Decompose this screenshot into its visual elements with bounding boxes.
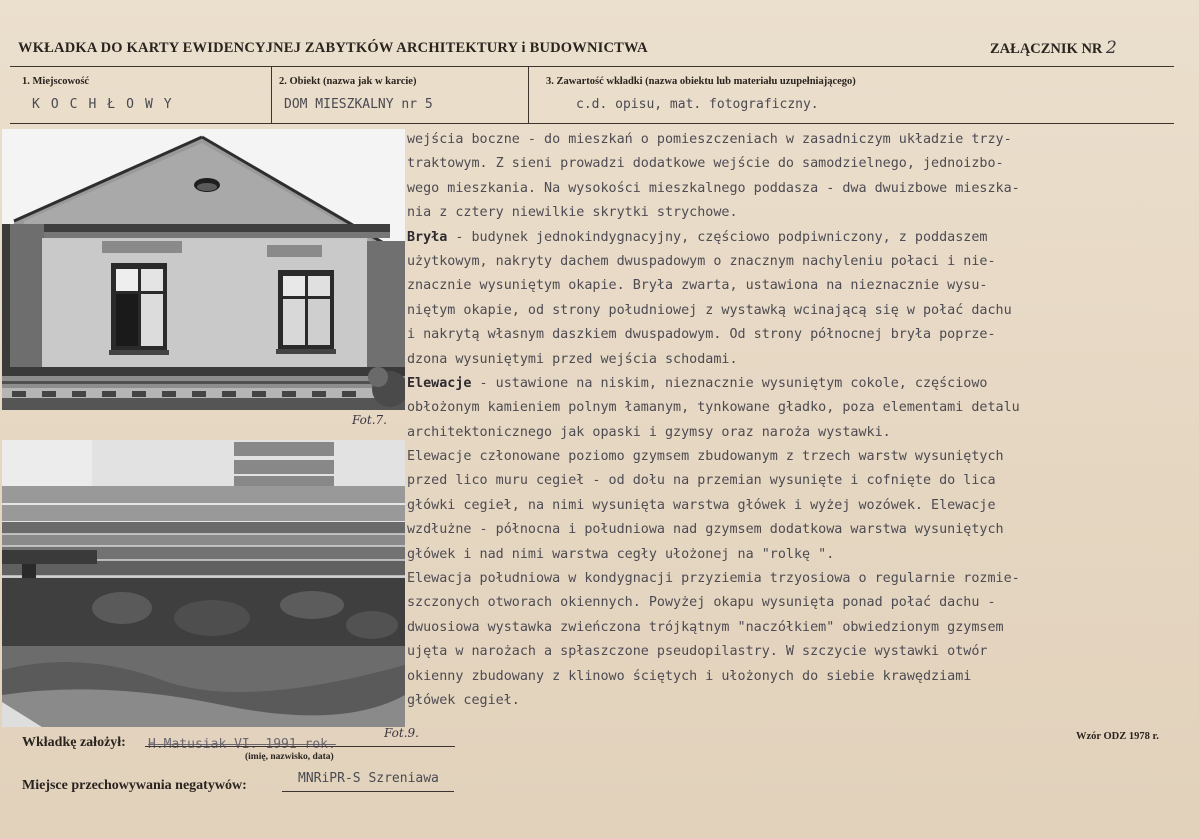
storage-underline — [282, 791, 454, 792]
description-line: traktowym. Z sieni prowadzi dodatkowe wejście do samodzielnego, jednoizbo- — [407, 156, 1004, 172]
description-line: dwuosiowa wystawka zwieńczona trójkątnym "naczółkiem" obwiedzionym gzymsem — [407, 619, 1004, 635]
attachment-label: ZAŁĄCZNIK NR — [990, 41, 1103, 57]
description-line: znacznie wysuniętym okapie. Bryła zwarta, ustawiona na nieznacznie wysu- — [407, 278, 988, 294]
description-line: Bryła - budynek jednokindygnacyjny, częściowo podpiwniczony, z poddaszem — [407, 229, 988, 245]
description-line: użytkowym, nakryty dachem dwuspadowym o znacznym nachyleniu połaci i nie- — [407, 253, 996, 269]
attachment-number-handwritten: 2 — [1106, 38, 1117, 58]
author-underline — [145, 746, 455, 747]
description-line: Elewacje - ustawione na niskim, nieznacznie wysuniętym cokole, częściowo — [407, 375, 988, 391]
description-line: ujęta w narożach a spłaszczone pseudopilastry. W szczycie wystawki otwór — [407, 644, 988, 660]
storage-value: MNRiPR-S Szreniawa — [298, 771, 439, 786]
description-line: wego mieszkania. Na wysokości mieszkalnego poddasza - dwa dwuizbowe mieszka- — [407, 180, 1020, 196]
description-line: szczonych otworach okiennych. Powyżej okapu wysunięta ponad połać dachu - — [407, 595, 996, 611]
description-line: Elewacja południowa w kondygnacji przyziemia trzyosiowa o regularnie rozmie- — [407, 571, 1020, 587]
description-text — [407, 128, 1179, 713]
description-line: i nakrytą własnym daszkiem dwuspadowym. Od strony północnej bryła poprze- — [407, 327, 996, 343]
description-line: główek i nad nimi warstwa cegły ułożonej na "rolkę ". — [407, 546, 835, 562]
author-hint: (imię, nazwisko, data) — [245, 752, 334, 762]
description-line: okienny zbudowany z klinowo ściętych i ułożonych do siebie krawędziami — [407, 668, 972, 684]
header-rule-bottom — [10, 123, 1174, 124]
author-value: H.Matusiak VI. 1991 rok. — [148, 737, 336, 752]
card-title: WKŁADKA DO KARTY EWIDENCYJNEJ ZABYTKÓW ARCHITEKTURY i BUDOWNICTWA — [18, 40, 648, 56]
description-line: niętym okapie, od strony południowej z wystawką wcinającą się w połać dachu — [407, 302, 1012, 318]
field-contents-value: c.d. opisu, mat. fotograficzny. — [576, 97, 819, 112]
photo-gable-image — [2, 129, 405, 410]
photo-gable-caption: Fot.7. — [352, 413, 387, 427]
field-locality-label: 1. Miejscowość — [22, 76, 90, 87]
photo-brick-base — [2, 440, 405, 727]
header-rule-top — [10, 66, 1174, 67]
description-line: przed lico muru cegieł - od dołu na przemian wysunięte i cofnięte do lica — [407, 473, 996, 489]
field-locality-value: KOCHŁOWY — [32, 97, 183, 112]
storage-label: Miejsce przechowywania negatywów: — [22, 778, 247, 793]
description-line: nia z cztery niewilkie skrytki strychowe. — [407, 205, 738, 221]
field-object-label: 2. Obiekt (nazwa jak w karcie) — [279, 76, 417, 87]
field-contents-label: 3. Zawartość wkładki (nazwa obiektu lub materiału uzupełniającego) — [546, 76, 856, 87]
photo-brick-caption: Fot.9. — [384, 726, 419, 740]
description-line: obłożonym kamieniem polnym łamanym, tynkowane gładko, poza elementami detalu — [407, 400, 1020, 416]
description-line: architektonicznego jak opaski i gzymsy oraz naroża wystawki. — [407, 424, 891, 440]
description-line: główek cegieł. — [407, 692, 520, 708]
section-heading: Bryła — [407, 229, 448, 245]
description-line: główki cegieł, na nimi wysunięta warstwa główek i wyżej wozówek. Elewacje — [407, 497, 996, 513]
description-line: Elewacje członowane poziomo gzymsem zbudowanym z trzech warstw wysuniętych — [407, 449, 1004, 465]
description-line: dzona wysuniętymi przed wejścia schodami. — [407, 351, 738, 367]
photo-brick-image — [2, 440, 405, 727]
field-divider-2 — [528, 66, 529, 123]
form-template-label: Wzór ODZ 1978 r. — [1076, 731, 1159, 742]
description-line: wzdłużne - północna i południowa nad gzymsem dodatkowa warstwa wysuniętych — [407, 522, 1004, 538]
description-line: wejścia boczne - do mieszkań o pomieszczeniach w zasadniczym układzie trzy- — [407, 132, 1012, 147]
attachment-number — [990, 38, 1117, 58]
photo-gable-wall — [2, 129, 405, 410]
author-label: Wkładkę założył: — [22, 735, 126, 750]
field-divider-1 — [271, 66, 272, 123]
section-heading: Elewacje — [407, 375, 472, 391]
field-object-value: DOM MIESZKALNY nr 5 — [284, 97, 433, 112]
